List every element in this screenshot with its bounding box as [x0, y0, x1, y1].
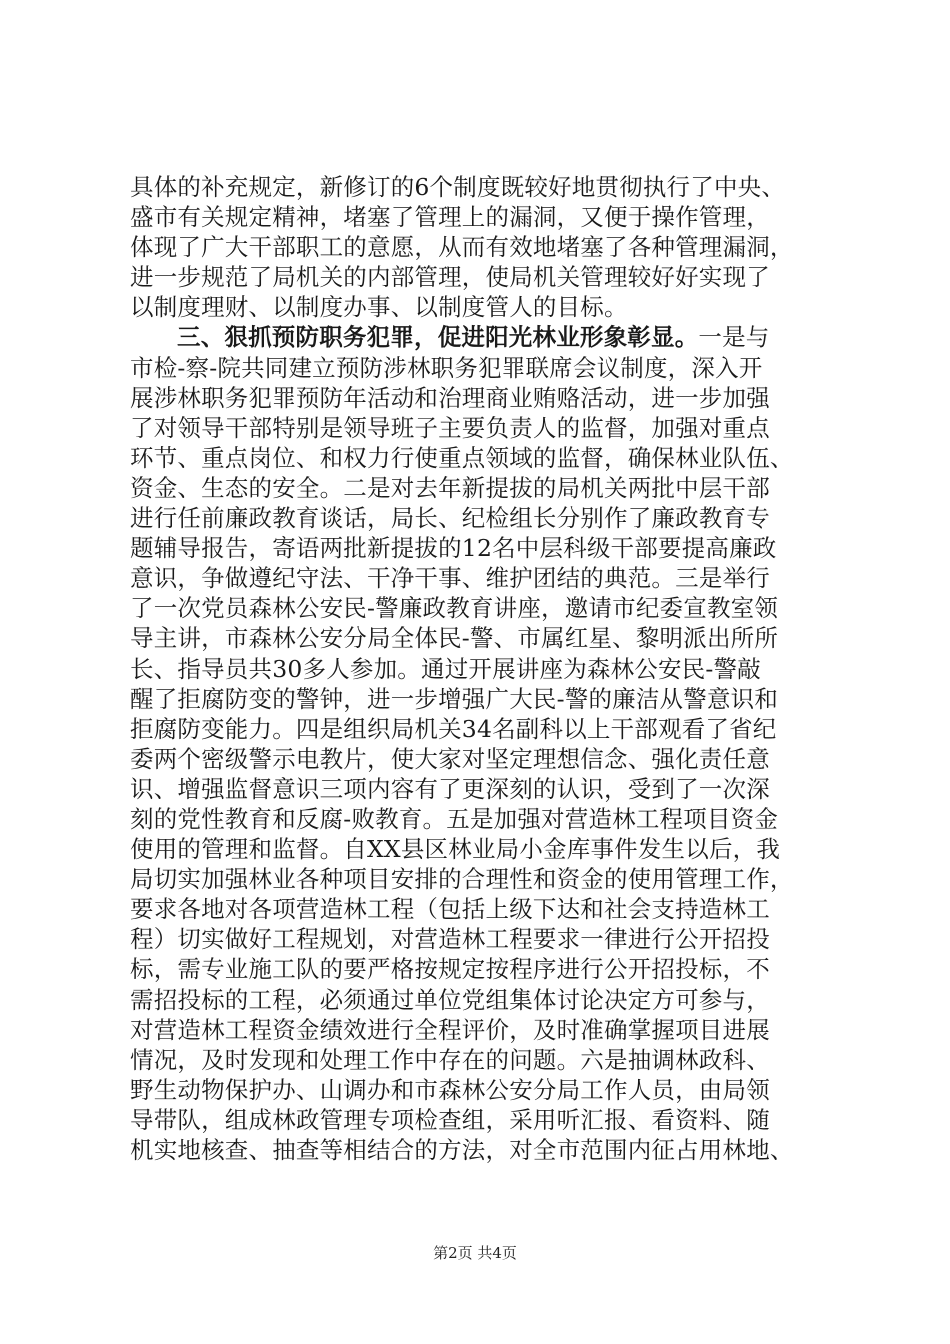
- text-line: 展涉林职务犯罪预防年活动和治理商业贿赂活动，进一步加强: [130, 383, 770, 412]
- text-line: 资金、生态的安全。二是对去年新提拔的局机关两批中层干部: [130, 473, 770, 502]
- text-line: 野生动物保护办、山调办和市森林公安分局工作人员，由局领: [130, 1075, 770, 1104]
- text-line: 意识，争做遵纪守法、干净干事、维护团结的典范。三是举行: [130, 564, 770, 593]
- text-line: 具体的补充规定，新修订的6个制度既较好地贯彻执行了中央、: [130, 173, 786, 201]
- section-3-heading: 三、狠抓预防职务犯罪，促进阳光林业形象彰显。: [177, 323, 699, 352]
- text-line: 使用的管理和监督。自XX县区林业局小金库事件发生以后，我: [130, 835, 781, 864]
- text-line: 进行任前廉政教育谈话，局长、纪检组长分别作了廉政教育专: [130, 504, 770, 533]
- text-line: 长、指导员共30多人参加。通过开展讲座为森林公安民-警敲: [130, 654, 761, 683]
- text-line: 导带队，组成林政管理专项检查组，采用听汇报、看资料、随: [130, 1105, 770, 1134]
- text-line: 标，需专业施工队的要严格按规定按程序进行公开招投标，不: [130, 955, 770, 984]
- section-3-first-line-text: 一是与: [698, 323, 770, 352]
- text-line: 刻的党性教育和反腐-败教育。五是加强对营造林工程项目资金: [130, 804, 779, 833]
- text-line: 识、增强监督意识三项内容有了更深刻的认识，受到了一次深: [130, 774, 770, 803]
- text-line: 环节、重点岗位、和权力行使重点领域的监督，确保林业队伍、: [130, 443, 794, 472]
- text-line: 体现了广大干部职工的意愿，从而有效地堵塞了各种管理漏洞，: [130, 233, 794, 262]
- text-line: 市检-察-院共同建立预防涉林职务犯罪联席会议制度，深入开: [130, 353, 763, 382]
- text-line: 题辅导报告，寄语两批新提拔的12名中层科级干部要提高廉政: [130, 534, 777, 563]
- text-line: 导主讲，市森林公安分局全体民-警、市属红星、黎明派出所所: [130, 624, 779, 653]
- section-3-paragraph: [130, 322, 830, 1165]
- text-line: 以制度理财、以制度办事、以制度管人的目标。: [130, 293, 628, 322]
- paragraph-continuation: [130, 172, 830, 322]
- text-line: 机实地核查、抽查等相结合的方法，对全市范围内征占用林地、: [130, 1136, 794, 1164]
- text-line: 情况，及时发现和处理工作中存在的问题。六是抽调林政科、: [130, 1045, 770, 1074]
- page-footer: [0, 1243, 950, 1263]
- text-line: 对营造林工程资金绩效进行全程评价，及时准确掌握项目进展: [130, 1015, 770, 1044]
- text-line: 醒了拒腐防变的警钟，进一步增强广大民-警的廉洁从警意识和: [130, 684, 779, 713]
- text-line: 了一次党员森林公安民-警廉政教育讲座，邀请市纪委宣教室领: [130, 594, 779, 623]
- text-line: 局切实加强林业各种项目安排的合理性和资金的使用管理工作，: [130, 865, 794, 894]
- text-line: 要求各地对各项营造林工程（包括上级下达和社会支持造林工: [130, 895, 770, 924]
- text-line: 委两个密级警示电教片，使大家对坚定理想信念、强化责任意: [130, 744, 770, 773]
- page-number: 第2页 共4页: [433, 1244, 517, 1262]
- text-line: 程）切实做好工程规划，对营造林工程要求一律进行公开招投: [130, 925, 770, 954]
- text-line: 拒腐防变能力。四是组织局机关34名副科以上干部观看了省纪: [130, 714, 777, 743]
- section-3-first-line: [130, 322, 830, 352]
- text-line: 需招投标的工程，必须通过单位党组集体讨论决定方可参与，: [130, 985, 770, 1014]
- body-text: [130, 172, 830, 1165]
- text-line: 进一步规范了局机关的内部管理，使局机关管理较好好实现了: [130, 263, 770, 292]
- text-line: 了对领导干部特别是领导班子主要负责人的监督，加强对重点: [130, 413, 770, 442]
- text-line: 盛市有关规定精神，堵塞了管理上的漏洞，又便于操作管理，: [130, 203, 770, 232]
